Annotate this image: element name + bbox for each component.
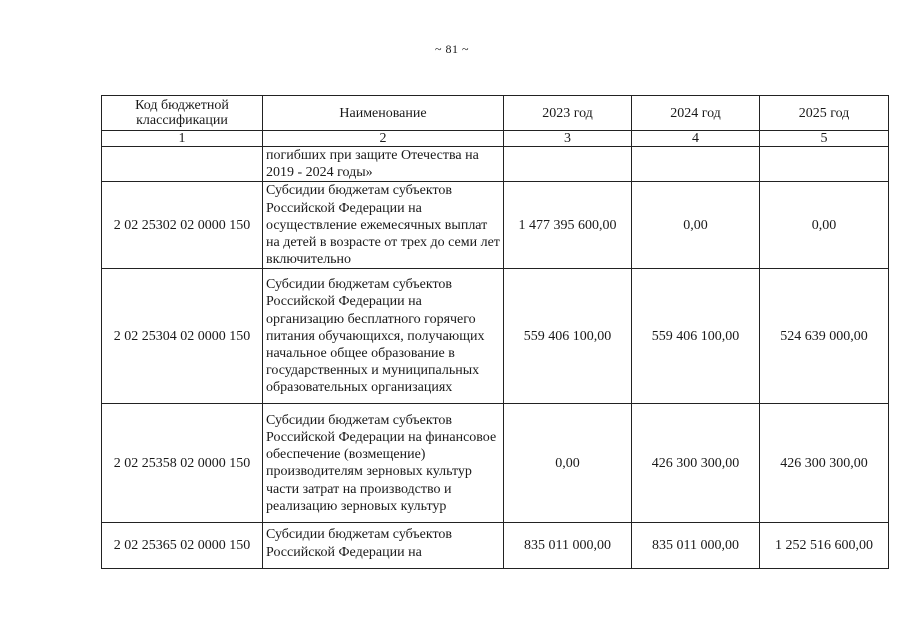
header-name: Наименование (263, 96, 504, 131)
column-number: 5 (760, 131, 889, 147)
column-number: 2 (263, 131, 504, 147)
value-2025-cell: 0,00 (760, 182, 889, 269)
column-number: 4 (632, 131, 760, 147)
item-name-cell: Субсидии бюджетам субъектов Российской Федерации на финансовое обеспечение (возмещение) производителям зерновых культур части затрат на производство и реализацию зерновых культур (263, 404, 504, 523)
value-2024-cell: 835 011 000,00 (632, 523, 760, 569)
header-row (102, 96, 889, 131)
value-2024-cell: 559 406 100,00 (632, 269, 760, 404)
value-2023-cell: 0,00 (504, 404, 632, 523)
budget-code-cell: 2 02 25358 02 0000 150 (102, 404, 263, 523)
item-name-cell: Субсидии бюджетам субъектов Российской Федерации на осуществление ежемесячных выплат на детей в возрасте от трех до семи лет включительно (263, 182, 504, 269)
budget-table (101, 95, 889, 569)
value-2025-cell: 524 639 000,00 (760, 269, 889, 404)
column-number-row (102, 131, 889, 147)
item-name-cell: Субсидии бюджетам субъектов Российской Федерации на организацию бесплатного горячего питания обучающихся, получающих начальное общее образование в государственных и муниципальных образовательных организациях (263, 269, 504, 404)
value-2023-cell: 835 011 000,00 (504, 523, 632, 569)
column-number: 3 (504, 131, 632, 147)
column-number: 1 (102, 131, 263, 147)
budget-code-cell: 2 02 25365 02 0000 150 (102, 523, 263, 569)
header-2025: 2025 год (760, 96, 889, 131)
table-row (102, 182, 889, 269)
table-row (102, 147, 889, 182)
table-row (102, 523, 889, 569)
value-2024-cell (632, 147, 760, 182)
value-2025-cell: 1 252 516 600,00 (760, 523, 889, 569)
value-2024-cell: 0,00 (632, 182, 760, 269)
value-2025-cell: 426 300 300,00 (760, 404, 889, 523)
value-2023-cell (504, 147, 632, 182)
header-2023: 2023 год (504, 96, 632, 131)
value-2023-cell: 1 477 395 600,00 (504, 182, 632, 269)
budget-code-cell: 2 02 25302 02 0000 150 (102, 182, 263, 269)
table-row (102, 269, 889, 404)
value-2023-cell: 559 406 100,00 (504, 269, 632, 404)
budget-code-cell (102, 147, 263, 182)
budget-code-cell: 2 02 25304 02 0000 150 (102, 269, 263, 404)
value-2024-cell: 426 300 300,00 (632, 404, 760, 523)
value-2025-cell (760, 147, 889, 182)
header-2024: 2024 год (632, 96, 760, 131)
table-row (102, 404, 889, 523)
item-name-cell: Субсидии бюджетам субъектов Российской Федерации на (263, 523, 504, 569)
page-number: ~ 81 ~ (435, 42, 469, 56)
item-name-cell: погибших при защите Отечества на 2019 - 2024 годы» (263, 147, 504, 182)
header-code: Код бюджетной классификации (102, 96, 263, 131)
